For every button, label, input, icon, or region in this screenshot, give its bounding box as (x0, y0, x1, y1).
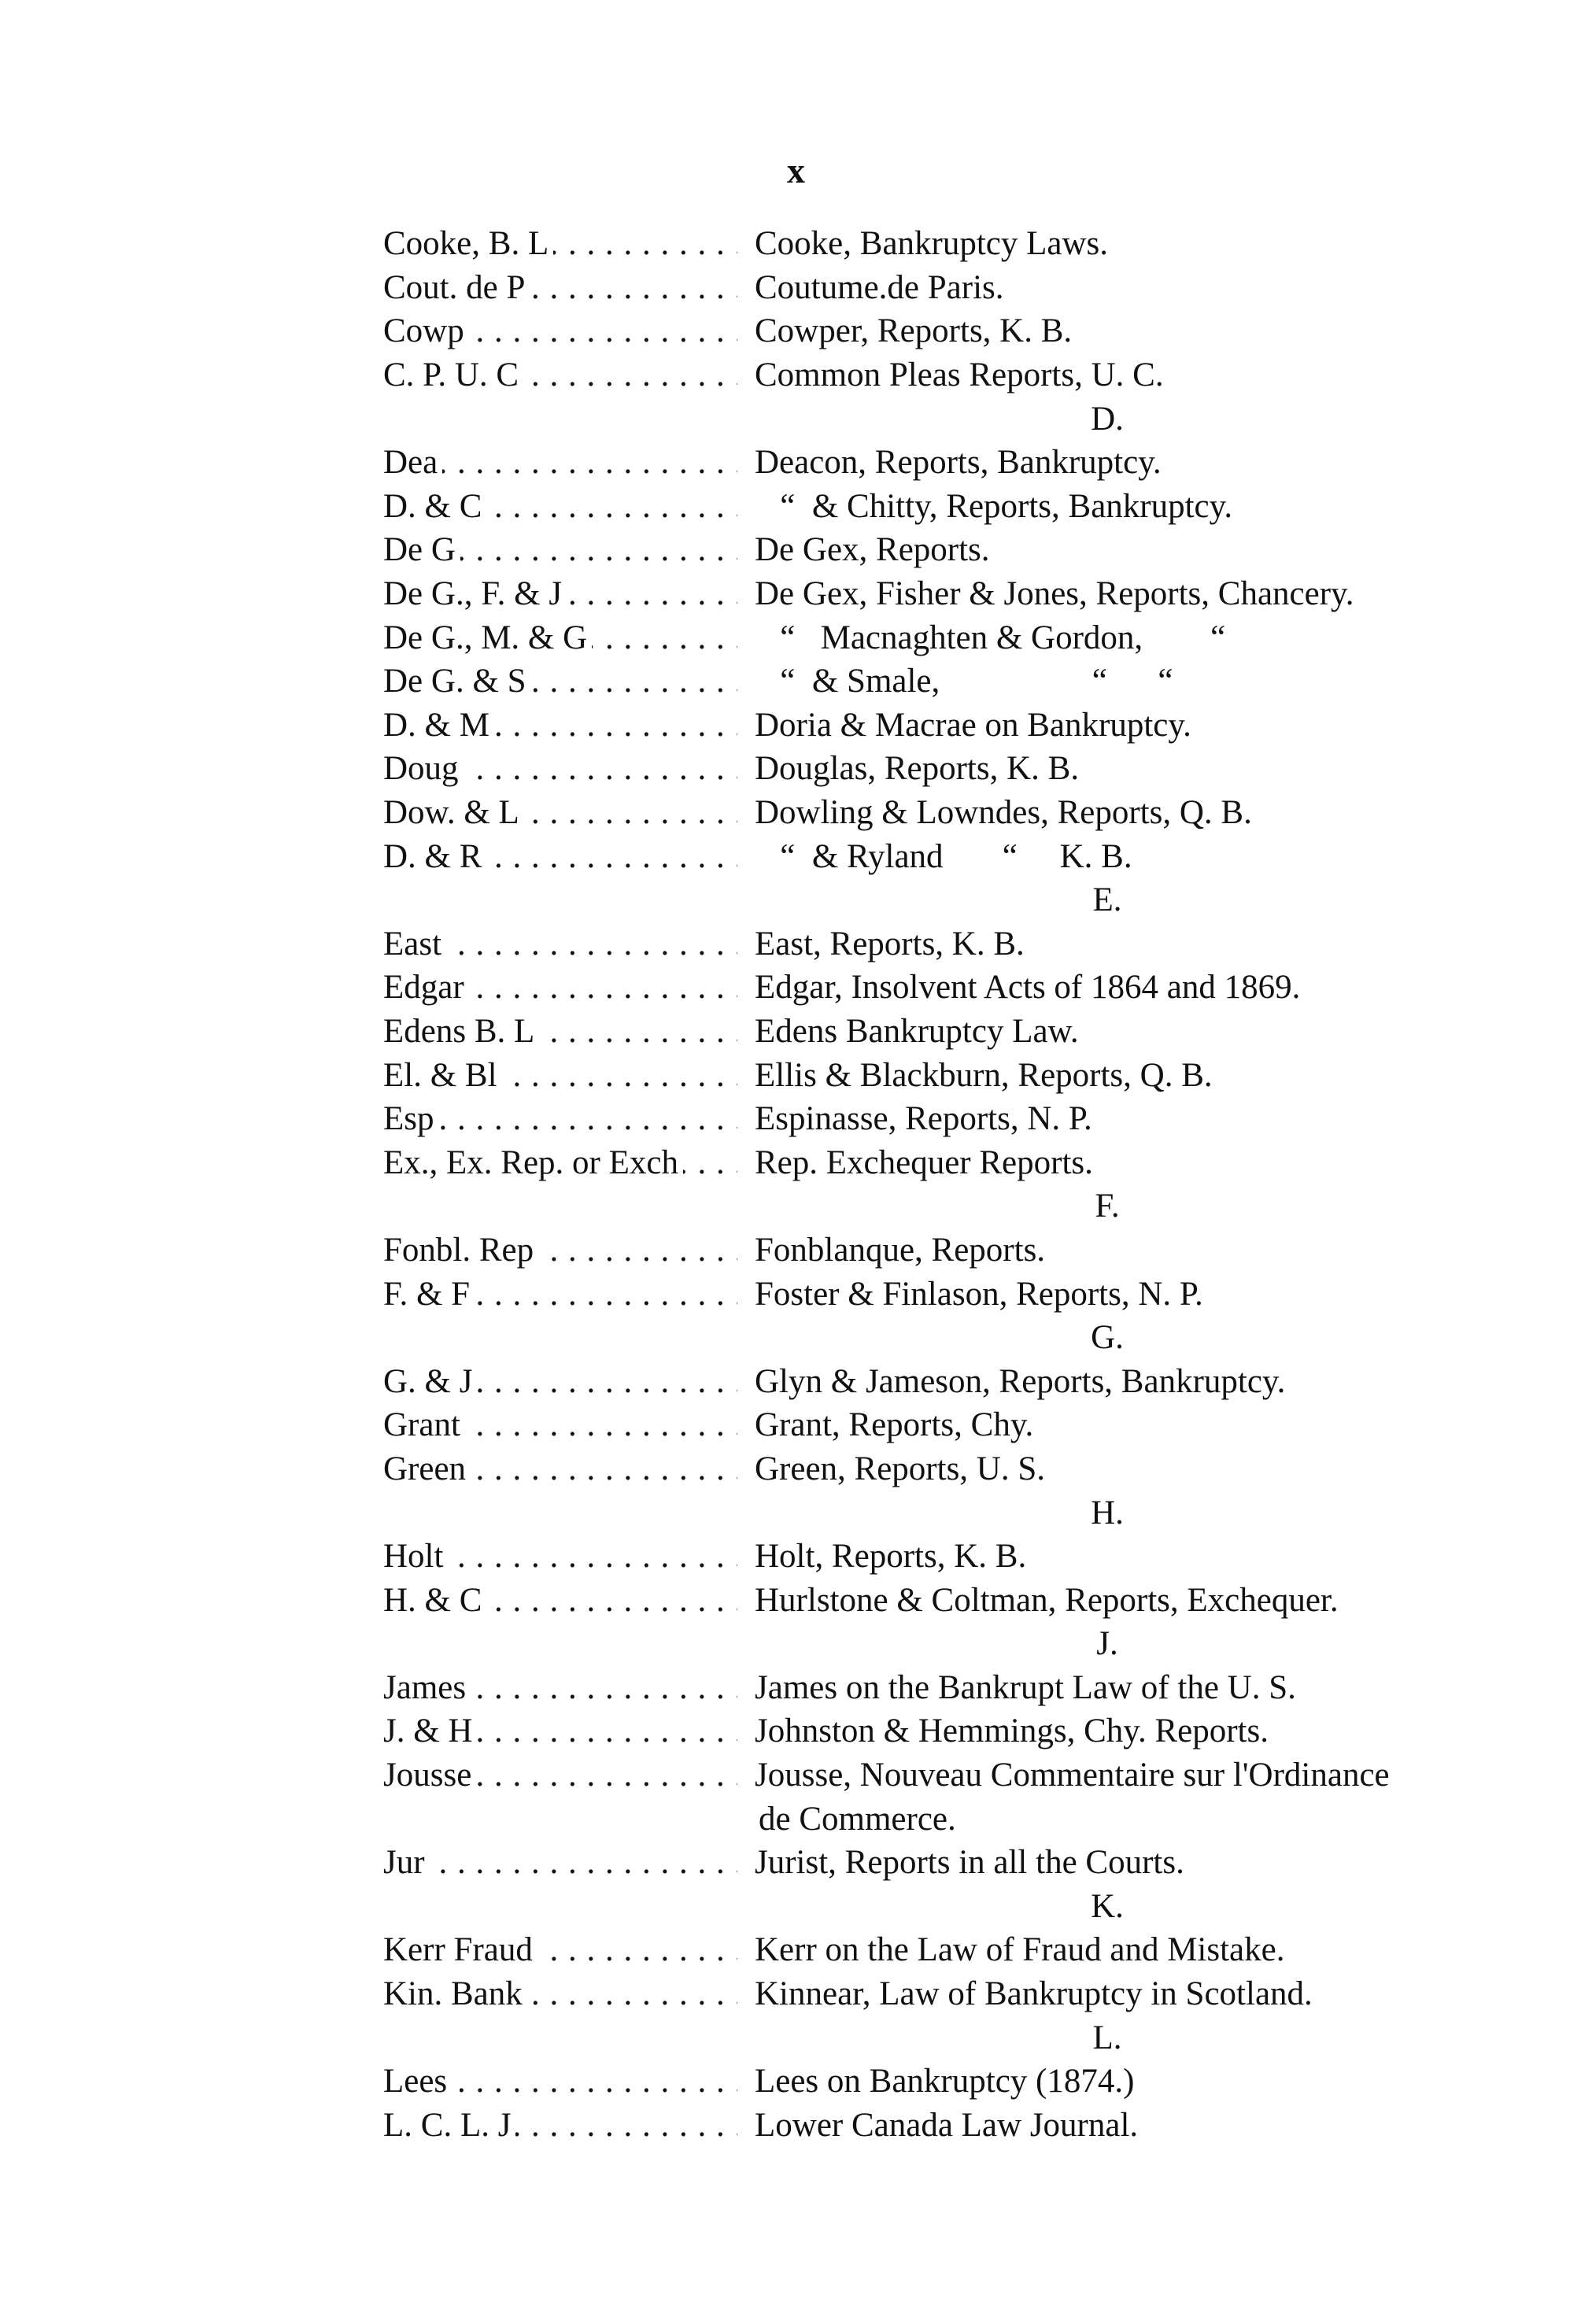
abbreviation-entry (383, 2060, 1501, 2104)
entry-abbreviation (383, 1931, 737, 1969)
section-letter: K. (1091, 1887, 1124, 1925)
entry-meaning: Dowling & Lowndes, Reports, Q. B. (755, 794, 1252, 832)
entry-abbreviation (383, 1668, 737, 1707)
entry-abbreviation (383, 749, 737, 788)
abbreviation-text: Edgar (383, 969, 469, 1006)
entry-abbreviation (383, 1275, 737, 1313)
abbreviation-entry (383, 1229, 1501, 1273)
entry-abbreviation (383, 1975, 737, 2013)
entry-abbreviation (383, 530, 737, 569)
abbreviation-text: Green (383, 1450, 471, 1487)
entry-meaning: Lower Canada Law Journal. (755, 2106, 1139, 2144)
page-number: x (787, 150, 805, 190)
section-letter: G. (1091, 1319, 1124, 1357)
abbreviation-entry (383, 791, 1501, 835)
entry-meaning: Fonblanque, Reports. (755, 1231, 1046, 1269)
section-letter: L. (1092, 2019, 1122, 2056)
abbreviation-entry (383, 528, 1501, 572)
entry-meaning: Johnston & Hemmings, Chy. Reports. (755, 1713, 1269, 1750)
entry-abbreviation (383, 968, 737, 1007)
abbreviation-entry (383, 1709, 1501, 1753)
entry-abbreviation (383, 925, 737, 963)
section-heading (383, 878, 1501, 922)
abbreviation-entry (383, 353, 1501, 397)
entry-meaning: James on the Bankrupt Law of the U. S. (755, 1668, 1296, 1706)
entry-abbreviation (383, 619, 737, 657)
entry-meaning: Kerr on the Law of Fraud and Mistake. (755, 1931, 1285, 1969)
entry-meaning: Green, Reports, U. S. (755, 1450, 1046, 1487)
abbreviation-text: Fonbl. Rep (383, 1232, 538, 1269)
abbreviation-entry (383, 1666, 1501, 1710)
entry-meaning: Jurist, Reports in all the Courts. (755, 1844, 1184, 1882)
abbreviation-text: Kin. Bank (383, 1975, 527, 2012)
abbreviation-text: De G. & S (383, 663, 531, 700)
section-heading (383, 2015, 1501, 2060)
entry-abbreviation (383, 224, 737, 263)
entry-abbreviation (383, 1843, 737, 1882)
entry-meaning: Common Pleas Reports, U. C. (755, 357, 1164, 394)
abbreviation-text: Grant (383, 1406, 465, 1443)
entry-abbreviation (383, 837, 737, 876)
entry-abbreviation (383, 1581, 737, 1620)
entry-abbreviation (383, 1012, 737, 1051)
abbreviation-entry (383, 1753, 1501, 1797)
entry-meaning: Grant, Reports, Chy. (755, 1406, 1034, 1444)
entry-abbreviation (383, 662, 737, 700)
abbreviation-text: D. & R (383, 838, 486, 875)
abbreviation-entry (383, 1140, 1501, 1184)
abbreviation-entry (383, 1578, 1501, 1622)
abbreviation-text: Cowp (383, 312, 469, 349)
abbreviation-text: C. P. U. C (383, 357, 523, 393)
entry-abbreviation (383, 1537, 737, 1576)
entry-meaning: Douglas, Reports, K. B. (755, 750, 1080, 788)
entry-meaning: Kinnear, Law of Bankruptcy in Scotland. (755, 1975, 1313, 2013)
abbreviation-entry (383, 572, 1501, 616)
entry-continuation (383, 1797, 1501, 1841)
entry-meaning: Cowper, Reports, K. B. (755, 312, 1073, 350)
section-letter: F. (1095, 1188, 1120, 1225)
abbreviation-text: Doug (383, 750, 464, 787)
entry-abbreviation (383, 443, 737, 482)
abbreviation-entry (383, 266, 1501, 310)
abbreviation-entry (383, 615, 1501, 660)
entry-meaning: “ & Ryland “ K. B. (755, 837, 1132, 875)
entry-meaning: De Gex, Fisher & Jones, Reports, Chancery. (755, 575, 1354, 613)
entry-abbreviation (383, 312, 737, 350)
entry-abbreviation (383, 2106, 737, 2145)
abbreviation-text: East (383, 926, 446, 962)
section-heading (383, 1885, 1501, 1929)
entry-abbreviation (383, 1712, 737, 1750)
abbreviation-text: G. & J (383, 1363, 477, 1400)
entry-abbreviation (383, 575, 737, 613)
section-letter: J. (1096, 1625, 1118, 1663)
section-heading (383, 1316, 1501, 1360)
entry-meaning: Ellis & Blackburn, Reports, Q. B. (755, 1056, 1213, 1094)
abbreviation-text: De G., F. & J (383, 575, 567, 612)
abbreviation-entry (383, 1010, 1501, 1054)
entry-abbreviation (383, 356, 737, 394)
entry-meaning: De Gex, Reports. (755, 531, 990, 569)
entry-meaning: Glyn & Jameson, Reports, Bankruptcy. (755, 1362, 1286, 1400)
entry-meaning: Lees on Bankruptcy (1874.) (755, 2063, 1135, 2100)
entry-meaning: Edens Bankruptcy Law. (755, 1012, 1079, 1050)
abbreviation-entry (383, 1097, 1501, 1141)
abbreviation-entry (383, 441, 1501, 485)
abbreviation-text: D. & C (383, 488, 486, 525)
abbreviation-entry (383, 747, 1501, 791)
section-heading (383, 1491, 1501, 1535)
entry-meaning: Holt, Reports, K. B. (755, 1538, 1027, 1576)
abbreviation-entry (383, 1447, 1501, 1491)
entry-meaning: Rep. Exchequer Reports. (755, 1144, 1093, 1181)
section-heading (383, 1622, 1501, 1666)
entry-abbreviation (383, 1450, 737, 1488)
entry-meaning: Foster & Finlason, Reports, N. P. (755, 1275, 1203, 1313)
entry-abbreviation (383, 2062, 737, 2100)
abbreviation-entry (383, 1403, 1501, 1447)
abbreviation-entry (383, 222, 1501, 266)
entry-abbreviation (383, 706, 737, 744)
abbreviation-entry (383, 966, 1501, 1010)
abbreviation-text: Ex., Ex. Rep. or Exch (383, 1144, 683, 1181)
abbreviation-entry (383, 2104, 1501, 2148)
entry-meaning: “ & Smale, “ “ (755, 663, 1173, 700)
abbreviation-text: De G (383, 531, 460, 568)
entry-meaning: “ Macnaghten & Gordon, “ (755, 619, 1226, 656)
entry-meaning: Doria & Macrae on Bankruptcy. (755, 706, 1191, 744)
abbreviation-text: Kerr Fraud (383, 1931, 537, 1968)
abbreviation-text: Esp (383, 1100, 439, 1137)
entry-abbreviation (383, 487, 737, 526)
abbreviation-entry (383, 834, 1501, 878)
entry-abbreviation (383, 793, 737, 832)
abbreviation-text: De G., M. & G (383, 619, 592, 656)
section-heading (383, 1184, 1501, 1229)
entry-abbreviation (383, 1099, 737, 1138)
section-letter: H. (1091, 1494, 1124, 1531)
abbreviation-text: Lees (383, 2063, 452, 2100)
abbreviation-list (383, 222, 1501, 2147)
entry-meaning: East, Reports, K. B. (755, 925, 1025, 962)
abbreviation-text: El. & Bl (383, 1057, 502, 1094)
abbreviation-text: Dow. & L (383, 794, 524, 831)
abbreviation-text: L. C. L. J (383, 2107, 515, 2144)
abbreviation-entry (383, 485, 1501, 529)
abbreviation-entry (383, 660, 1501, 704)
abbreviation-entry (383, 922, 1501, 966)
abbreviation-entry (383, 1359, 1501, 1403)
abbreviation-text: J. & H (383, 1713, 477, 1749)
abbreviation-text: Jousse (383, 1757, 476, 1794)
entry-abbreviation (383, 1056, 737, 1095)
entry-meaning: Deacon, Reports, Bankruptcy. (755, 444, 1162, 482)
entry-abbreviation (383, 1362, 737, 1401)
entry-abbreviation (383, 1144, 737, 1182)
entry-meaning: Espinasse, Reports, N. P. (755, 1100, 1092, 1138)
entry-abbreviation (383, 1406, 737, 1444)
entry-meaning: Coutume.de Paris. (755, 268, 1004, 306)
section-letter: D. (1091, 400, 1124, 438)
abbreviation-text: James (383, 1669, 471, 1706)
abbreviation-text: F. & F (383, 1276, 475, 1313)
section-letter: E. (1092, 881, 1122, 919)
abbreviation-text: D. & M (383, 707, 494, 744)
abbreviation-text: Edens B. L (383, 1013, 539, 1050)
entry-abbreviation (383, 1231, 737, 1269)
abbreviation-text: Cooke, B. L (383, 225, 553, 262)
entry-abbreviation (383, 268, 737, 307)
abbreviation-entry (383, 1928, 1501, 1972)
abbreviation-text: Jur (383, 1844, 430, 1881)
abbreviation-text: Dea (383, 444, 442, 481)
entry-meaning: Edgar, Insolvent Acts of 1864 and 1869. (755, 969, 1301, 1007)
abbreviation-entry (383, 1535, 1501, 1579)
abbreviation-entry (383, 309, 1501, 353)
abbreviation-entry (383, 1053, 1501, 1097)
section-heading (383, 397, 1501, 441)
abbreviation-entry (383, 1272, 1501, 1316)
entry-meaning: Hurlstone & Coltman, Reports, Exchequer. (755, 1581, 1339, 1619)
abbreviation-entry (383, 704, 1501, 748)
entry-meaning: Jousse, Nouveau Commentaire sur l'Ordinance (755, 1757, 1390, 1794)
abbreviation-text: Cout. de P (383, 269, 530, 306)
abbreviation-entry (383, 1841, 1501, 1885)
entry-meaning: Cooke, Bankruptcy Laws. (755, 225, 1109, 263)
entry-meaning: de Commerce. (759, 1800, 956, 1838)
entry-meaning: “ & Chitty, Reports, Bankruptcy. (755, 487, 1233, 525)
entry-abbreviation (383, 1756, 737, 1794)
abbreviation-entry (383, 1972, 1501, 2016)
abbreviation-text: Holt (383, 1538, 448, 1575)
abbreviation-text: H. & C (383, 1582, 486, 1619)
